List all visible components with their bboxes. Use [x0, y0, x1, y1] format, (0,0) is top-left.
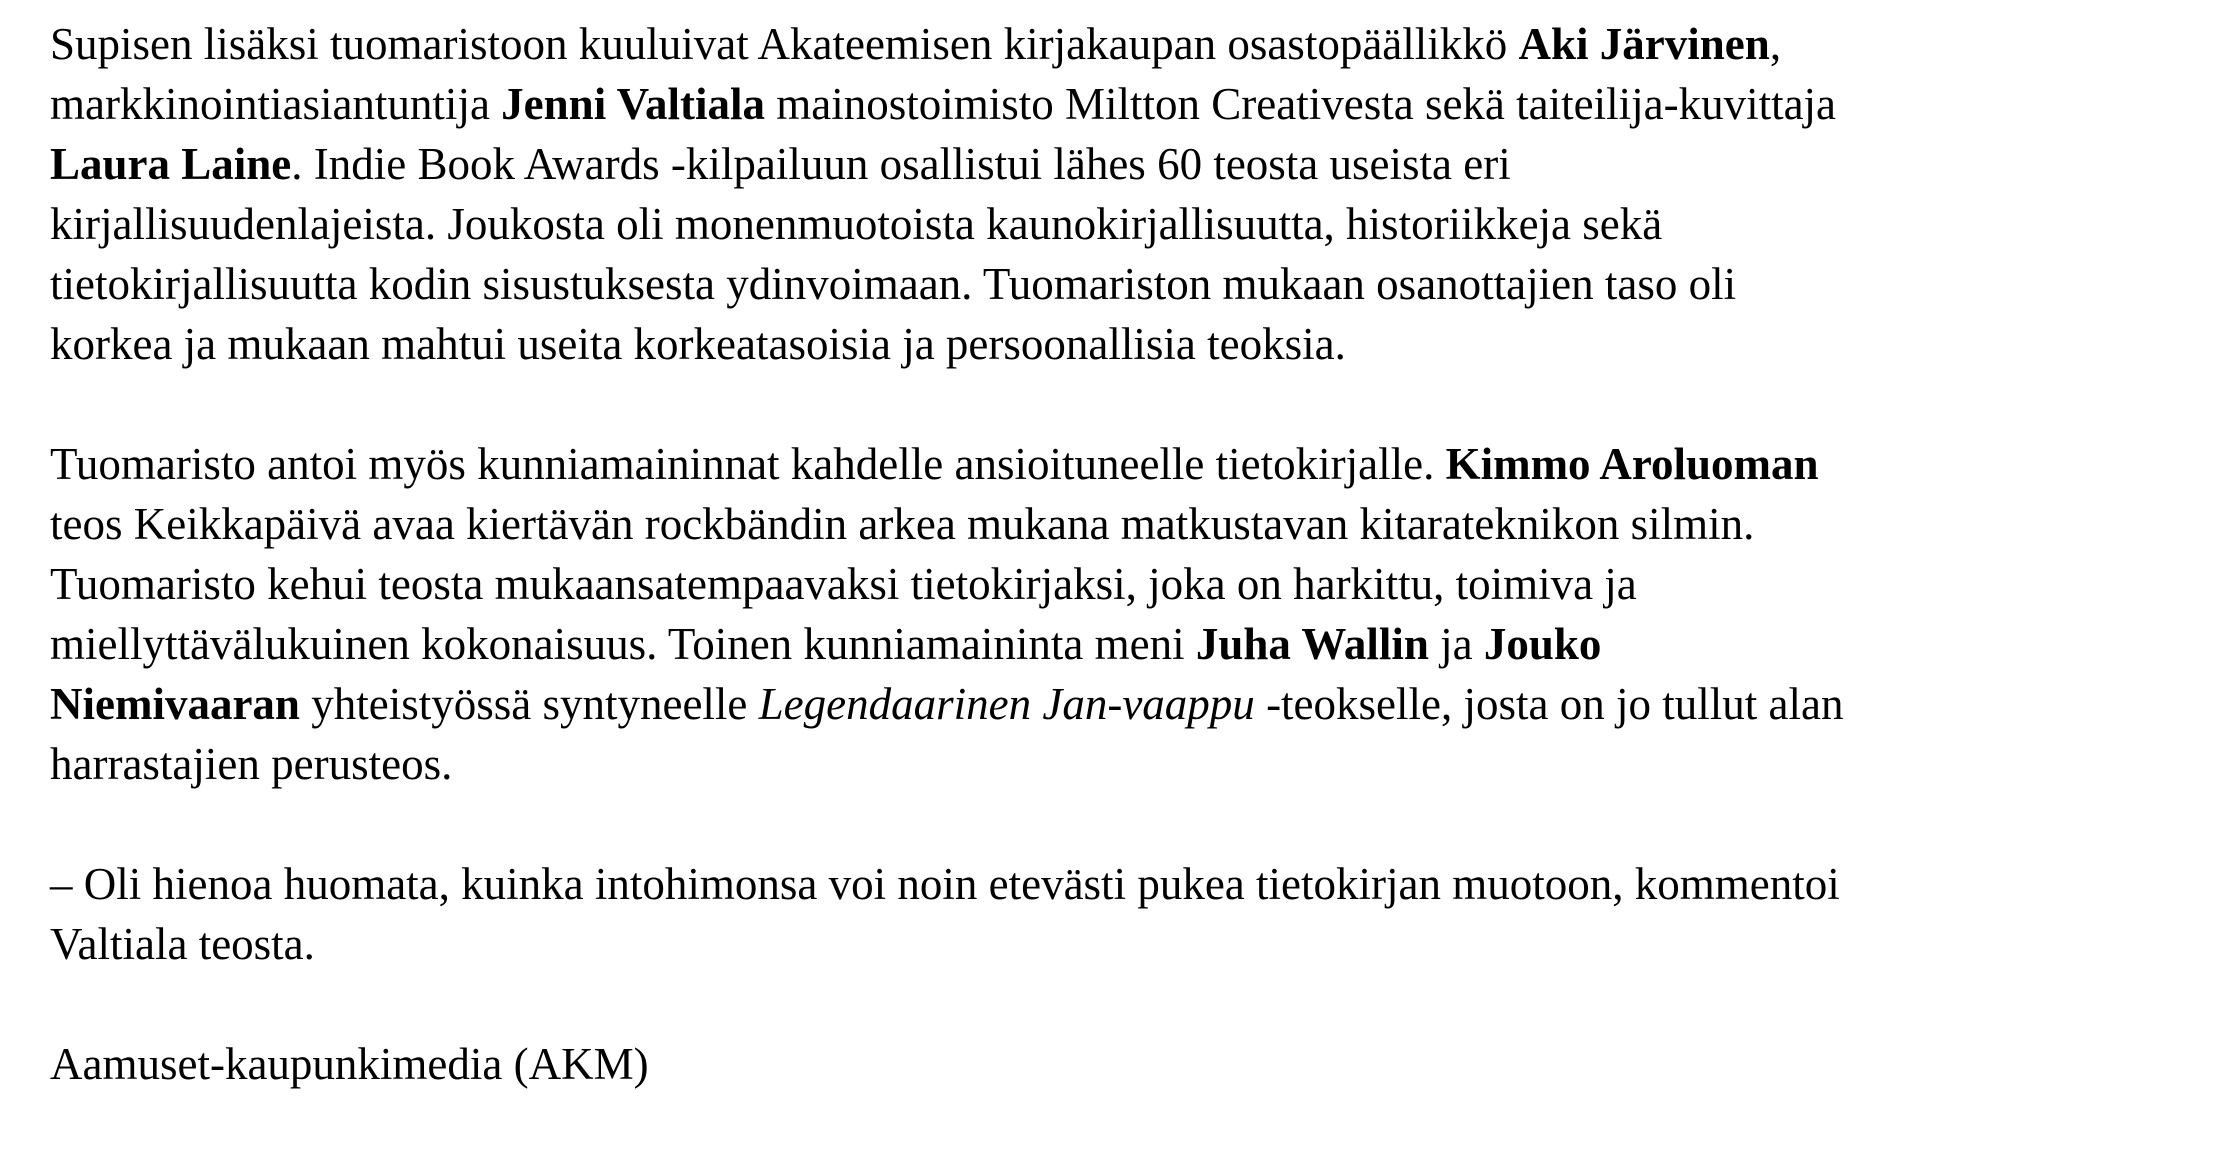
text-run: -teokselle, josta on jo tullut alan [1254, 679, 1844, 729]
text-run: mainostoimisto Miltton Creativesta sekä taiteilija-kuvittaja [765, 79, 1837, 129]
text-run: ja [1428, 619, 1484, 669]
person-name: Jouko [1483, 619, 1602, 669]
text-run: tietokirjallisuutta kodin sisustuksesta ydinvoimaan. Tuomariston mukaan osanottajien taso oli [50, 259, 1737, 309]
text-line [50, 854, 2190, 914]
text-run: markkinointiasiantuntija [50, 79, 502, 129]
paragraph-source [50, 1034, 2190, 1094]
text-line [50, 74, 2190, 134]
text-line [50, 14, 2190, 74]
text-line [50, 914, 2190, 974]
article-body [50, 14, 2190, 1094]
text-run: miellyttävälukuinen kokonaisuus. Toinen kunniamaininta meni [50, 619, 1196, 669]
text-line [50, 734, 2190, 794]
person-name: Jenni Valtiala [501, 79, 765, 129]
text-run: harrastajien perusteos. [50, 739, 453, 789]
paragraph-honorable-mentions [50, 434, 2190, 794]
text-run: yhteistyössä syntyneelle [299, 679, 759, 729]
text-run: korkea ja mukaan mahtui useita korkeatasoisia ja persoonallisia teoksia. [50, 319, 1346, 369]
text-run: Tuomaristo kehui teosta mukaansatempaavaksi tietokirjaksi, joka on harkittu, toimiva ja [50, 559, 1637, 609]
text-run: – Oli hienoa huomata, kuinka intohimonsa voi noin etevästi pukea tietokirjan muotoon, kommentoi [50, 859, 1840, 909]
text-line [50, 674, 2190, 734]
text-run: kirjallisuudenlajeista. Joukosta oli monenmuotoista kaunokirjallisuutta, historiikkeja sekä [50, 199, 1663, 249]
text-line [50, 194, 2190, 254]
text-line [50, 494, 2190, 554]
text-line [50, 254, 2190, 314]
text-line [50, 314, 2190, 374]
text-run: . Indie Book Awards -kilpailuun osallistui lähes 60 teosta useista eri [291, 139, 1511, 189]
text-line [50, 554, 2190, 614]
text-line [50, 134, 2190, 194]
person-name: Laura Laine [50, 139, 292, 189]
paragraph-jury [50, 14, 2190, 374]
paragraph-quote [50, 854, 2190, 974]
text-run: teos Keikkapäivä avaa kiertävän rockbändin arkea mukana matkustavan kitarateknikon silmin. [50, 499, 1755, 549]
person-name: Kimmo Aroluoman [1445, 439, 1819, 489]
text-run: Tuomaristo antoi myös kunniamaininnat kahdelle ansioituneelle tietokirjalle. [50, 439, 1446, 489]
text-line [50, 614, 2190, 674]
text-run: Aamuset-kaupunkimedia (AKM) [50, 1039, 649, 1089]
text-run: Valtiala teosta. [50, 919, 315, 969]
text-line [50, 434, 2190, 494]
person-name: Juha Wallin [1195, 619, 1429, 669]
source-credit [50, 1034, 2190, 1094]
text-run: Supisen lisäksi tuomaristoon kuuluivat Akateemisen kirjakaupan osastopäällikkö [50, 19, 1519, 69]
person-name: Aki Järvinen [1518, 19, 1770, 69]
text-run: , [1769, 19, 1782, 69]
person-name: Niemivaaran [50, 679, 300, 729]
book-title: Legendaarinen Jan-vaappu [758, 679, 1255, 729]
